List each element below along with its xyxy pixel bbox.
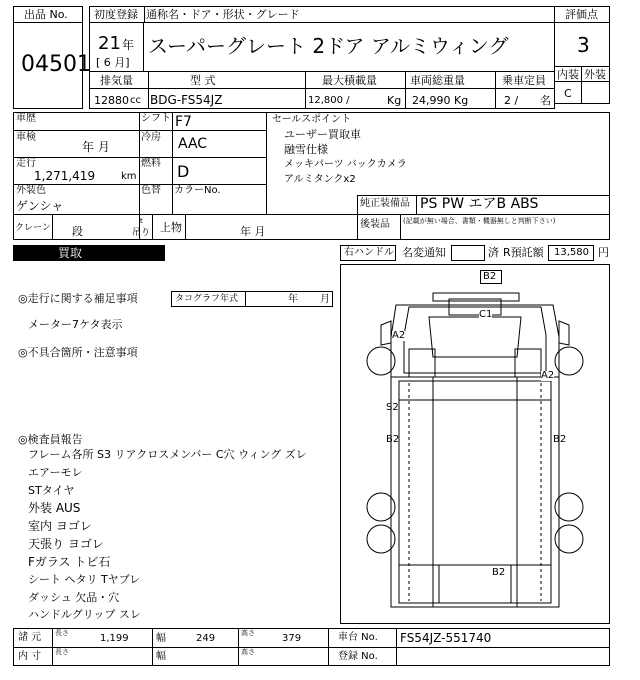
first-reg-label: 初度登録 xyxy=(94,8,138,21)
defect-label: ◎不具合箇所・注意事項 xyxy=(18,346,138,359)
max-load-unit: Kg xyxy=(387,94,402,107)
color-value: ゲンシャ xyxy=(16,199,64,213)
tacho-month: 月 xyxy=(320,294,330,305)
sales-point-1: ユーザー買取車 xyxy=(284,128,361,141)
interior-grade-cell xyxy=(554,81,582,104)
height-value: 379 xyxy=(282,633,302,644)
color-no-label: カラーNo. xyxy=(174,185,221,196)
iheight-label: 高さ xyxy=(241,648,255,656)
inspector-line: 天張り ヨゴレ xyxy=(28,537,104,551)
reg-year: 21 xyxy=(98,33,121,54)
damage-mark: C1 xyxy=(479,309,493,320)
dims-label: 諸 元 xyxy=(18,632,42,643)
recycle-label: R預託額 xyxy=(503,246,544,259)
upper-label: 上物 xyxy=(160,221,182,234)
color-label: 外装色 xyxy=(16,185,46,196)
mileage-label: 走行 xyxy=(16,158,36,169)
capacity-label: 乗車定員 xyxy=(502,74,546,87)
damage-mark: B2 xyxy=(386,434,400,445)
length-value: 1,199 xyxy=(100,633,129,644)
ilength-label: 長さ xyxy=(55,648,69,656)
exterior-label: 外装 xyxy=(584,68,606,81)
damage-mark-box xyxy=(480,270,502,284)
max-load-label: 最大積載量 xyxy=(322,74,377,87)
chassis-value: FS54JZ-551740 xyxy=(400,631,492,645)
total-weight: 24,990 Kg xyxy=(412,94,469,107)
damage-mark: S2 xyxy=(386,402,399,413)
name-label: 通称名・ドア・形状・グレード xyxy=(146,8,300,21)
inspector-line: Fガラス トビ石 xyxy=(28,555,111,569)
inspector-line: エアーモレ xyxy=(28,466,83,479)
score-label: 評価点 xyxy=(565,8,598,21)
crane-suspended: 吊り xyxy=(132,228,151,238)
aftermarket-note: (記載が無い場合、書類・機器無しと判断下さい) xyxy=(403,217,556,225)
steering-value: 右ハンドル xyxy=(344,247,394,258)
displacement-label: 排気量 xyxy=(100,74,133,87)
sales-point-4: アルミタンクx2 xyxy=(284,174,356,185)
meter-note: メーター7ケタ表示 xyxy=(28,318,123,331)
reg-month: [ 6 月] xyxy=(96,56,130,69)
ac-value: AAC xyxy=(178,136,208,152)
fuel-value: D xyxy=(177,162,190,181)
spec-value-row xyxy=(89,88,555,109)
score-label-cell xyxy=(554,6,610,23)
crane-stage: 段 xyxy=(72,225,83,238)
inspector-line: シート ヘタリ Tヤブレ xyxy=(28,573,141,586)
damage-mark: A2 xyxy=(541,370,555,381)
title-label-row xyxy=(89,6,555,23)
supplement-label: ◎走行に関する補足事項 xyxy=(18,292,138,305)
damage-mark: B2 xyxy=(492,567,506,578)
mileage-value: 1,271,419 xyxy=(34,169,96,183)
lot-label-cell xyxy=(13,6,83,23)
crane-label: クレーン xyxy=(15,223,51,233)
interior-dims-label: 内 寸 xyxy=(18,651,42,662)
damage-mark: A2 xyxy=(392,330,406,341)
sales-point-2: 融雪仕様 xyxy=(284,143,328,156)
damage-mark: B2 xyxy=(483,271,497,282)
truck-outline xyxy=(341,265,609,623)
tacho-year: 年 xyxy=(288,294,298,305)
chk-label: 済 xyxy=(488,246,499,259)
total-weight-label: 車両総重量 xyxy=(410,74,465,87)
lot-label: 出品 No. xyxy=(24,8,68,21)
history-label: 車歴 xyxy=(16,113,36,124)
inspector-line: ハンドルグリップ スレ xyxy=(28,608,141,621)
length-label: 長さ xyxy=(55,629,69,637)
interior-grade: C xyxy=(564,87,572,100)
recycle-box xyxy=(548,245,594,261)
displacement-unit: cc xyxy=(130,95,141,106)
model-label: 型 式 xyxy=(190,74,216,87)
lot-number-cell xyxy=(13,22,91,109)
inspection-label: 車検 xyxy=(16,132,36,143)
exterior-label-cell xyxy=(581,66,610,82)
damage-diagram xyxy=(340,264,610,624)
upper-value: 年 月 xyxy=(240,225,266,238)
interior-label-cell xyxy=(554,66,582,82)
shift-label: シフト xyxy=(141,113,171,124)
chassis-label: 車台 No. xyxy=(338,632,378,643)
iwidth-label: 幅 xyxy=(156,651,166,662)
displacement: 12880 xyxy=(94,94,129,107)
purchase-label: 買取 xyxy=(58,246,83,260)
inspection-value: 年 月 xyxy=(82,140,110,154)
inspector-line: フレーム各所 S3 リアクロスメンバー C穴 ウィング ズレ xyxy=(28,448,307,461)
model: BDG-FS54JZ xyxy=(150,93,223,107)
capacity-unit: 名 xyxy=(540,94,551,107)
exterior-grade-cell xyxy=(581,81,610,104)
capacity: 2 / xyxy=(504,94,519,107)
reg-no-label: 登録 No. xyxy=(338,651,378,662)
tacho-box xyxy=(171,291,333,307)
shift-value: F7 xyxy=(175,114,192,130)
steering-cell xyxy=(340,245,396,261)
name-change-label: 名変通知 xyxy=(402,246,446,259)
interior-label: 内装 xyxy=(557,68,579,81)
name-change-box xyxy=(451,245,485,261)
crane-t: t xyxy=(140,217,143,225)
ac-label: 冷房 xyxy=(141,132,161,143)
max-load: 12,800 / xyxy=(308,95,350,106)
genuine-items: PS PW エアB ABS xyxy=(420,196,539,212)
inspector-label: ◎検査員報告 xyxy=(18,433,83,446)
genuine-label: 純正装備品 xyxy=(360,198,410,209)
tacho-label: タコグラフ年式 xyxy=(175,294,239,304)
inspector-line: ダッシュ 欠品・穴 xyxy=(28,591,120,604)
sales-point-3: メッキパーツ バックカメラ xyxy=(284,159,407,170)
aftermarket-label: 後装品 xyxy=(360,219,390,230)
car-name: スーパーグレート 2ドア アルミウィング xyxy=(148,34,509,58)
spec-label-row xyxy=(89,71,555,89)
inspector-line: 室内 ヨゴレ xyxy=(28,519,92,533)
fuel-label: 燃料 xyxy=(141,158,161,169)
inspector-line: 外装 AUS xyxy=(28,501,81,515)
recycle-amount: 13,580 xyxy=(554,247,589,258)
purchase-badge xyxy=(13,245,165,261)
recycle-unit: 円 xyxy=(598,246,609,259)
lot-number: 04501 xyxy=(21,52,91,77)
title-value-row xyxy=(89,22,555,72)
mileage-unit: km xyxy=(121,171,137,182)
year-unit: 年 xyxy=(122,38,135,52)
color-code-label: 色替 xyxy=(141,185,161,196)
sales-points-label: セールスポイント xyxy=(272,114,352,125)
score-value: 3 xyxy=(577,33,590,57)
inspector-line: STタイヤ xyxy=(28,484,75,497)
width-value: 249 xyxy=(196,633,216,644)
damage-mark: B2 xyxy=(553,434,567,445)
width-label: 幅 xyxy=(156,633,166,644)
score-cell xyxy=(554,22,610,67)
height-label: 高さ xyxy=(241,629,255,637)
